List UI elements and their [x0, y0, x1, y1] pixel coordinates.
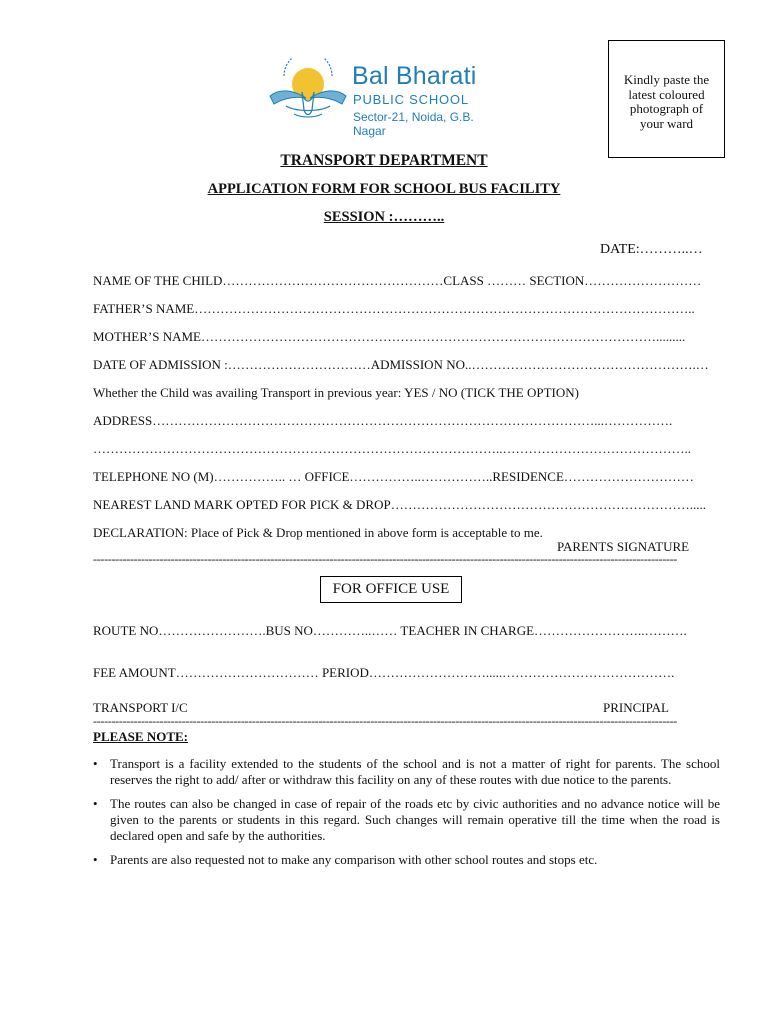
parents-signature-label: PARENTS SIGNATURE — [557, 539, 690, 554]
photo-box-line: photograph of — [629, 101, 704, 116]
photo-box-line: Kindly paste the — [623, 72, 710, 87]
school-name: Bal Bharati — [352, 62, 477, 90]
photo-box-line: your ward — [639, 115, 694, 131]
photo-paste-box — [608, 40, 725, 158]
father-name-field[interactable]: FATHER’S NAME…………………………………………………………………………………………………….. — [93, 301, 695, 316]
address-field-continued[interactable]: …………………………………………………………………………………..…………………………………….. — [93, 441, 691, 456]
telephone-field[interactable]: TELEPHONE NO (M)…………….. … OFFICE……………..……………..RESIDENCE………………………… — [93, 469, 694, 484]
note-item: • Transport is a facility extended to the students of the school and is not a matter of right for parents. The school reserves the right to add/ after or withdraw this facility on any of these routes with due notice to the parents. — [93, 756, 720, 788]
note-item: • Parents are also requested not to make any comparison with other school routes and stops etc. — [93, 852, 720, 868]
route-bus-teacher-field[interactable]: ROUTE NO…………………….BUS NO…………..…… TEACHER IN CHARGE……………………..………. — [93, 623, 687, 638]
school-location: Sector-21, Noida, G.B. Nagar — [353, 110, 474, 138]
admission-field[interactable]: DATE OF ADMISSION :……………………………ADMISSION NO..…………………………………………….… — [93, 357, 709, 372]
fee-period-field[interactable]: FEE AMOUNT…………………………… PERIOD……………………….....…………………………………. — [93, 665, 675, 680]
transport-ic-label: TRANSPORT I/C — [93, 700, 188, 715]
landmark-field[interactable]: NEAREST LAND MARK OPTED FOR PICK & DROP……………………………………………………………..... — [93, 497, 706, 512]
photo-box-line: latest coloured — [628, 86, 705, 102]
child-name-class-section-field[interactable]: NAME OF THE CHILD……………………………………………CLASS ……… SECTION……………………… — [93, 273, 702, 288]
principal-label: PRINCIPAL — [603, 700, 669, 715]
department-heading: TRANSPORT DEPARTMENT — [280, 152, 488, 169]
school-subtitle: PUBLIC SCHOOL — [353, 92, 469, 107]
form-title: APPLICATION FORM FOR SCHOOL BUS FACILITY — [207, 181, 561, 197]
separator-line: -------------------------------------------------------------------------------------------------------------------------------------------------------------- — [93, 552, 677, 566]
note-item: • The routes can also be changed in case of repair of the roads etc by civic authorities and no advance notice will be given to the parents or students in this regard. Such changes will remain operative till the time when the road is declared open and safe by the authorities. — [93, 796, 720, 844]
please-note-heading: PLEASE NOTE: — [93, 729, 188, 744]
session-heading: SESSION :……….. — [323, 209, 445, 225]
eagle-emblem-icon — [266, 58, 350, 130]
mother-name-field[interactable]: MOTHER’S NAME……………………………………………………………………………………………......... — [93, 329, 686, 344]
office-use-box: FOR OFFICE USE — [320, 576, 462, 603]
previous-transport-question[interactable]: Whether the Child was availing Transport in previous year: YES / NO (TICK THE OPTION) — [93, 385, 579, 400]
declaration-text: DECLARATION: Place of Pick & Drop mentioned in above form is acceptable to me. — [93, 525, 543, 540]
address-field[interactable]: ADDRESS…………………………………………………………………………………………...……………. — [93, 413, 673, 428]
separator-line: -------------------------------------------------------------------------------------------------------------------------------------------------------------- — [93, 714, 677, 728]
date-field[interactable]: DATE:………..… — [600, 242, 703, 257]
school-logo — [266, 58, 496, 138]
notes-list — [93, 756, 720, 876]
